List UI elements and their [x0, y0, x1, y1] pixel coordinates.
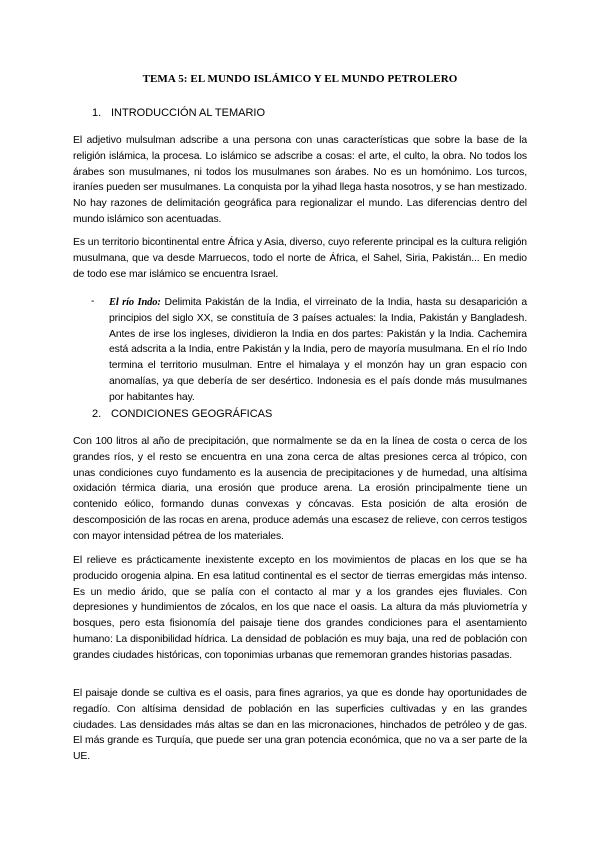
- paragraph-geography-3: El paisaje donde se cultiva es el oasis, para fines agrarios, ya que es donde hay oportunidades de regadío. Con altísima densidad de población en las superficies cultivadas y en las grandes ciudades. Las densidades más altas se dan en las micronaciones, hinchados de petróleo y de gas. El más grande es Turquía, que puede ser una gran potencia económica, que no va a ser parte de la UE.: [73, 688, 527, 763]
- section-heading-geography: [92, 408, 272, 420]
- bullet-marker: -: [91, 296, 95, 307]
- paragraph-intro-2: Es un territorio bicontinental entre África y Asia, diverso, cuyo referente principal es la cultura religión musulmana, que va desde Marruecos, todo el norte de África, el Sahel, Siria, Pakistán... En medio de todo ese mar islámico se encuentra Israel.: [73, 237, 527, 280]
- bullet-term: El río Indo:: [109, 297, 161, 308]
- bullet-item-rio-indo: [109, 295, 527, 406]
- bullet-body: Delimita Pakistán de la India, el virreinato de la India, hasta su desaparición a principios del siglo XX, se constituía de 3 países actuales: la India, Pakistán y Bangladesh. Antes de irse los ingleses, dividieron la India en dos partes: Pakistán y la India. Cachemira está adscrita a la India, entre Pakistán y la India, pero de mayoría musulmana. En el río Indo termina el territorio musulman. Entre el himalaya y el monzón hay un gran espacio con anomalías, ya que debería de ser desértico. Indonesia es el país donde más musulmanes por habitantes hay.: [109, 297, 527, 403]
- section-heading-intro: [92, 107, 265, 119]
- paragraph-intro-1: El adjetivo mulsulman adscribe a una persona con unas características que sobre la base de la religión islámica, la procesa. Lo islámico se adscribe a cosas: el arte, el culto, la obra. No todos los árabes son musulmanes, ni todos los musulmanes son árabes. No es un homónimo. Los turcos, iraníes pueden ser musulmanes. La conquista por la yihad llega hasta nosotros, y se han mestizado. No hay razones de delimitación geográfica para regionalizar el mundo. Las diferencias dentro del mundo islámico son acentuadas.: [73, 135, 527, 225]
- paragraph-geography-1: Con 100 litros al año de precipitación, que normalmente se da en la línea de costa o cerca de los grandes ríos, y el resto se encuentra en una zona cerca de altas presiones cerca al trópico, con unas condiciones cuyo fundamento es la ausencia de precipitaciones y de humedad, una altísima oxidación térmica diaria, una erosión que produce arena. La erosión principalmente tiene un contenido eólico, formando dunas convexas y cóncavas. Esta posición de alta erosión de descomposición de las rocas en arena, produce además una escasez de relieve, con cerros testigos con mayor intensidad pétrea de los materiales.: [73, 436, 527, 542]
- section-title: INTRODUCCIÓN AL TEMARIO: [111, 107, 266, 119]
- document-title: TEMA 5: EL MUNDO ISLÁMICO Y EL MUNDO PETROLERO: [142, 73, 458, 85]
- paragraph-geography-2: El relieve es prácticamente inexistente excepto en los movimientos de placas en los que se ha producido orogenia alpina. En esa latitud continental es el sector de tierras emergidas más intenso. Es un medio árido, que se palía con el contacto al mar y a los grandes ejes fluviales. Con depresiones y hundimientos de zócalos, en los que nace el oasis. La altura da más pluviometría y bosques, pero esta fisionomía del paisaje tiene dos grandes condiciones para el asentamiento humano: La disponibilidad hídrica. La densidad de población es muy baja, una red de población con grandes ciudades históricas, con toponimias urbanas que rememoran grandes historias pasadas.: [73, 555, 527, 661]
- section-number: 2.: [92, 408, 102, 420]
- section-title: CONDICIONES GEOGRÁFICAS: [111, 408, 273, 420]
- section-number: 1.: [92, 107, 102, 119]
